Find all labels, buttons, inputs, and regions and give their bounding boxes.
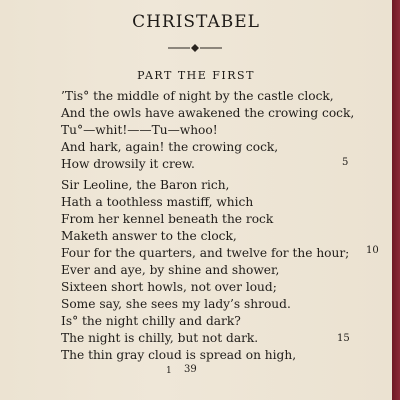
verse-line: The night is chilly, but not dark. xyxy=(61,331,259,345)
verse-line: Hath a toothless mastiff, which xyxy=(61,195,254,209)
verse-line: Four for the quarters, and twelve for the hour; xyxy=(61,246,350,260)
verse-line: And the owls have awakened the crowing cock, xyxy=(61,106,355,120)
ornament-divider-icon xyxy=(166,43,224,53)
book-cover-edge xyxy=(392,0,400,400)
verse-line: Sir Leoline, the Baron rich, xyxy=(61,178,230,192)
line-number: 15 xyxy=(337,333,350,344)
verse-line: The thin gray cloud is spread on high, xyxy=(61,348,297,362)
stanza-3 xyxy=(61,313,296,364)
line-number: 5 xyxy=(342,157,349,168)
stanza-2 xyxy=(61,177,349,313)
verse-line: Sixteen short howls, not over loud; xyxy=(61,280,277,294)
stanza-1 xyxy=(61,88,354,173)
verse-line: Some say, she sees my lady’s shroud. xyxy=(61,297,291,311)
signature-mark: 1 xyxy=(166,366,172,376)
verse-line: And hark, again! the crowing cock, xyxy=(61,140,279,154)
verse-line: Tu°—whit!——Tu—whoo! xyxy=(61,123,218,137)
verse-line: From her kennel beneath the rock xyxy=(61,212,274,226)
verse-line: Maketh answer to the clock, xyxy=(61,229,237,243)
verse-line: Ever and aye, by shine and shower, xyxy=(61,263,280,277)
verse-line: ’Tis° the middle of night by the castle clock, xyxy=(61,89,334,103)
verse-line: How drowsily it crew. xyxy=(61,157,195,171)
poem-title: CHRISTABEL xyxy=(132,12,260,32)
verse-line: Is° the night chilly and dark? xyxy=(61,314,241,328)
line-number: 10 xyxy=(366,245,379,256)
section-heading: PART THE FIRST xyxy=(137,69,255,82)
page-number: 39 xyxy=(184,364,197,375)
